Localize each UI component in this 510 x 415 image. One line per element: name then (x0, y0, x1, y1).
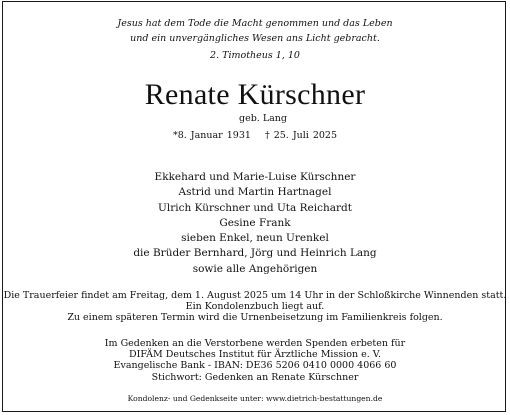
birth-date: *8. Januar 1931 (172, 130, 251, 141)
verse-line: und ein unvergängliches Wesen ans Licht gebracht. (130, 33, 380, 44)
donation-line: Stichwort: Gedenken an Renate Kürschner (151, 371, 359, 383)
donation-info (0, 338, 510, 383)
verse-reference: 2. Timotheus 1, 10 (210, 50, 300, 61)
death-date: † 25. Juli 2025 (264, 130, 338, 141)
donation-line: Evangelische Bank - IBAN: DE36 5206 0410 0000 4066 60 (113, 360, 397, 372)
mourner-line: Gesine Frank (219, 216, 291, 229)
maiden-name: geb. Lang (239, 113, 287, 124)
service-line: Zu einem späteren Termin wird die Urnenbeisetzung im Familienkreis folgen. (67, 312, 443, 324)
mourner-line: sieben Enkel, neun Urenkel (181, 232, 329, 245)
mourner-line: Astrid und Martin Hartnagel (178, 186, 332, 199)
bible-verse (0, 16, 510, 46)
mourners-list (0, 170, 510, 277)
service-line: Ein Kondolenzbuch liegt auf. (185, 301, 325, 313)
service-line: Die Trauerfeier findet am Freitag, dem 1. August 2025 um 14 Uhr in der Schloßkirche Winnenden statt. (3, 290, 507, 301)
mourner-line: Ekkehard und Marie-Luise Kürschner (154, 171, 356, 183)
donation-line: Im Gedenken an die Verstorbene werden Spenden erbeten für (104, 338, 406, 349)
mourner-line: die Brüder Bernhard, Jörg und Heinrich Lang (133, 247, 377, 260)
mourner-line: Ulrich Kürschner und Uta Reichardt (158, 201, 352, 214)
verse-line: Jesus hat dem Tode die Macht genommen und das Leben (117, 18, 393, 29)
donation-line: DIFÄM Deutsches Institut für Ärztliche Mission e. V. (129, 349, 381, 361)
service-info (0, 290, 510, 324)
deceased-name: Renate Kürschner (144, 78, 366, 111)
life-dates (0, 130, 510, 142)
mourner-line: sowie alle Angehörigen (192, 262, 318, 275)
condolence-website: Kondolenz- und Gedenkseite unter: www.dietrich-bestattungen.de (127, 394, 383, 403)
